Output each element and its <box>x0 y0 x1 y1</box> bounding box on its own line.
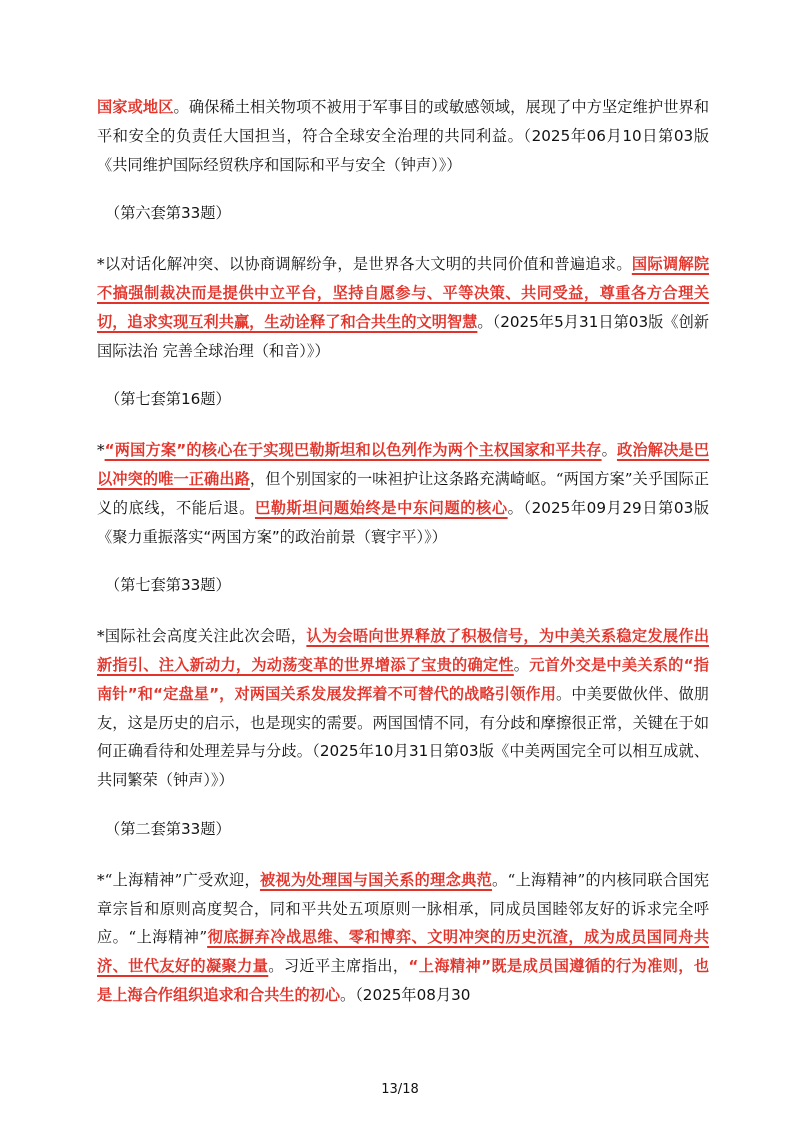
body-text: 。 <box>340 985 356 1004</box>
highlight-text: 政治解决是巴以冲突的唯一正确出路 <box>97 441 709 488</box>
source-citation: （2025年08月30 <box>355 985 471 1004</box>
body-text: 。“上海精神”的内核同联合国宪章宗旨和原则高度契合，同和平共处五项原则一脉相承，同成员国睦邻友好的诉求完全呼应。“上海精神” <box>97 870 710 947</box>
question-label: （第六套第33题） <box>105 204 231 223</box>
body-text: 。 <box>477 312 493 331</box>
body-text: *“上海精神”广受欢迎， <box>97 870 260 889</box>
body-text: 。习近平主席指出， <box>268 957 409 976</box>
highlight-text: “上海精神”既是成员国遵循的行为准则，也是上海合作组织追求和合共生的初心 <box>97 957 710 1004</box>
body-text: 。确保稀土相关物项不被用于军事目的或敏感领域，展现了中方坚定维护世界和平和安全的负责任大国担当，符合全球安全治理的共同利益。 <box>97 98 710 145</box>
body-text: 。 <box>601 441 617 460</box>
highlight-text: 被视为处理国与国关系的理念典范 <box>259 870 493 889</box>
body-text: ，但个别国家的一味袒护让这条路充满崎岖。“两国方案”关乎国际正义的底线，不能后退。 <box>97 469 710 517</box>
highlight-text: 国家或地区 <box>97 98 174 116</box>
highlight-text: 认为会晤向世界释放了积极信号，为中美关系稳定发展作出新指引、注入新动力，为动荡变革的世界增添了宝贵的确定性 <box>97 627 710 674</box>
source-citation: （2025年06月10日第03版《共同维护国际经贸秩序和国际和平与安全（钟声）》） <box>97 126 710 174</box>
document-body <box>97 93 709 1010</box>
paragraph-shanghai-spirit <box>97 866 709 1010</box>
body-text: 。 <box>513 655 530 674</box>
body-text: 。中美要做伙伴、做朋友，这是历史的启示，也是现实的需要。两国国情不同，有分歧和摩擦很正常，关键在于如何正确看待和处理差异与分歧。 <box>97 684 709 761</box>
question-label: （第七套第33题） <box>105 576 231 595</box>
highlight-text: 元首外交是中美关系的“指南针”和“定盘星”，对两国关系发展发挥着不可替代的战略引领作用 <box>97 655 709 703</box>
question-label: （第二套第33题） <box>105 819 231 838</box>
source-citation: （2025年5月31日第03版《创新国际法治 完善全球治理（和音）》） <box>97 312 709 360</box>
paragraph-china-us <box>97 622 709 795</box>
body-text: *以对话化解冲突、以协商调解纷争，是世界各大文明的共同价值和普遍追求。 <box>97 255 632 274</box>
body-text: * <box>97 441 105 460</box>
question-label: （第七套第16题） <box>105 390 231 409</box>
paragraph-rare-earth <box>97 93 709 179</box>
paragraph-mediation <box>97 250 709 365</box>
source-citation: （2025年10月31日第03版《中美两国完全可以相互成就、共同繁荣（钟声）》） <box>97 742 710 790</box>
body-text: 。 <box>507 498 524 517</box>
page-number: 13/18 <box>381 1082 419 1097</box>
highlight-text: “两国方案”的核心在于实现巴勒斯坦和以色列作为两个主权国家和平共存 <box>104 441 602 460</box>
highlight-text: 彻底摒弃冷战思维、零和博弈、文明冲突的历史沉渣，成为成员国同舟共济、世代友好的凝聚力量 <box>97 928 710 976</box>
body-text: *国际社会高度关注此次会晤， <box>97 627 307 646</box>
paragraph-two-state <box>97 436 709 551</box>
highlight-text: 巴勒斯坦问题始终是中东问题的核心 <box>254 498 508 517</box>
highlight-text: 国际调解院不搞强制裁决而是提供中立平台，坚持自愿参与、平等决策、共同受益，尊重各方合理关切，追求实现互利共赢，生动诠释了和合共生的文明智慧 <box>97 255 710 331</box>
source-citation: （2025年09月29日第03版《聚力重振落实“两国方案”的政治前景（寰宇平）》） <box>97 498 710 546</box>
